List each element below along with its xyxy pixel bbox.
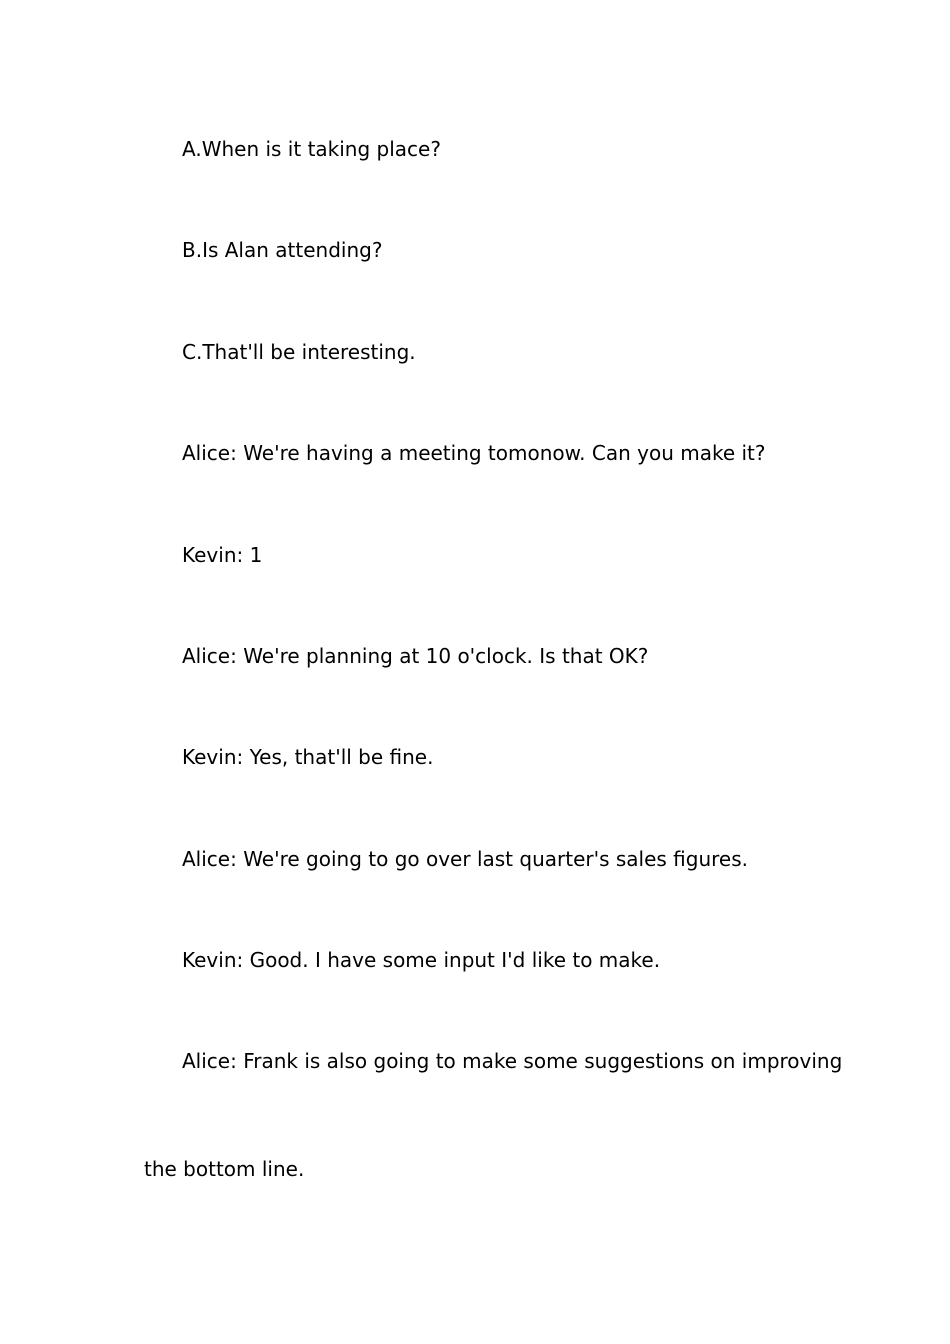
option-c: C.That'll be interesting. [182, 340, 416, 364]
dialogue-line: Alice: We're going to go over last quarter's sales figures. [182, 847, 749, 871]
option-a: A.When is it taking place? [182, 137, 441, 161]
dialogue-line: Kevin: Good. I have some input I'd like to make. [182, 948, 661, 972]
dialogue-line: Alice: Frank is also going to make some suggestions on improving [182, 1049, 843, 1073]
option-b: B.Is Alan attending? [182, 238, 383, 262]
dialogue-line-continuation: the bottom line. [144, 1157, 305, 1181]
dialogue-line: Alice: We're having a meeting tomonow. Can you make it? [182, 441, 766, 465]
dialogue-line: Kevin: 1 [182, 543, 263, 567]
dialogue-line: Kevin: Yes, that'll be fine. [182, 745, 434, 769]
dialogue-line: Alice: We're planning at 10 o'clock. Is that OK? [182, 644, 649, 668]
